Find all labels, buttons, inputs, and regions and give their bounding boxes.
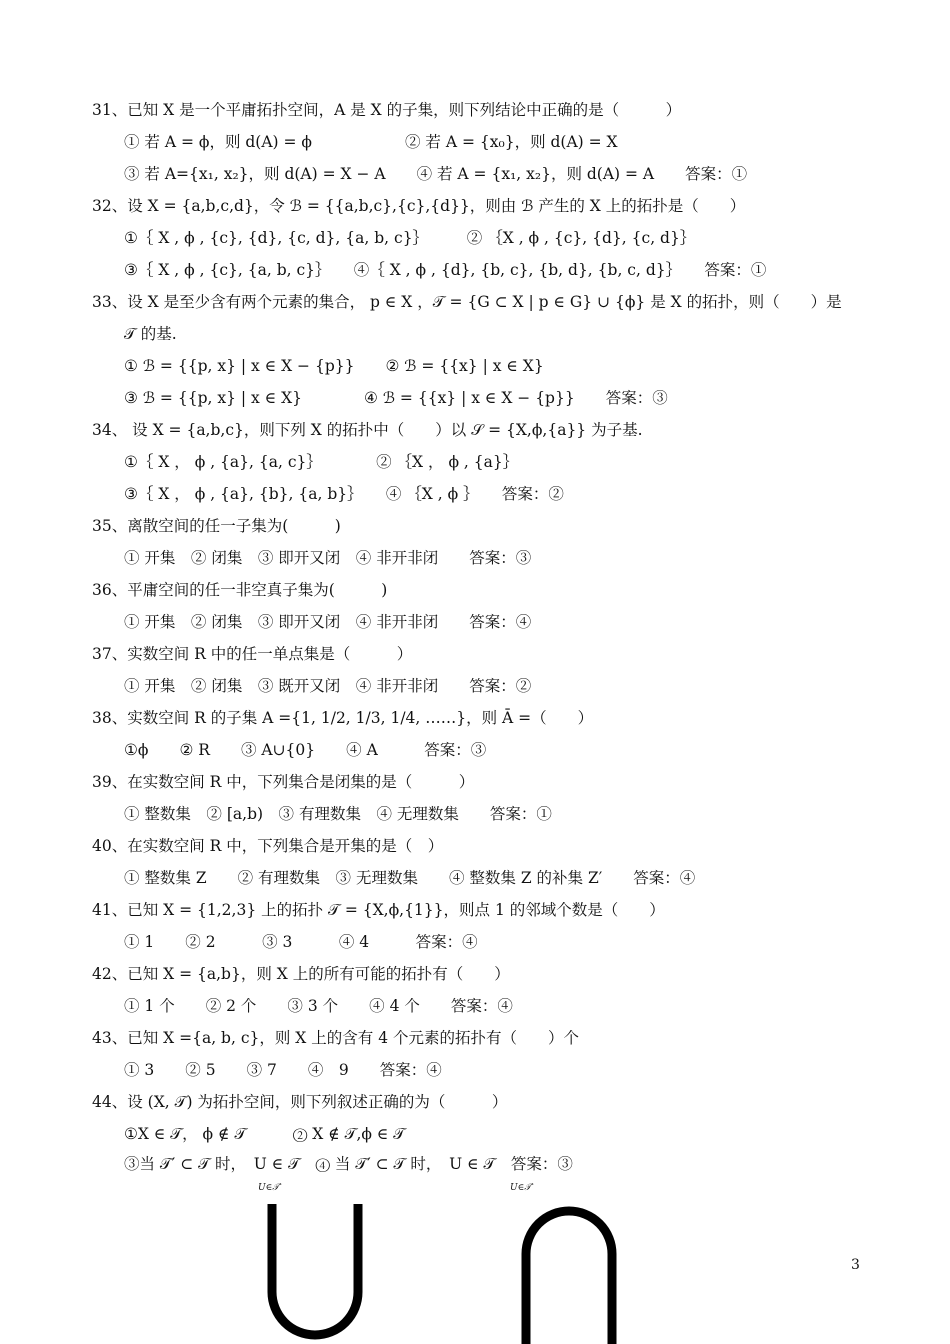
options-31-b: ③ 若 A={x₁, x₂}，则 d(A) = X − A ④ 若 A = {x₁, x₂}，则 d(A) = A 答案：① [124,165,748,183]
options-35: ① 开集 ② 闭集 ③ 即开又闭 ④ 非开非闭 答案：③ [124,549,532,567]
question-38: 38、实数空间 R 的子集 A ={1, 1/2, 1/3, 1/4, ……}，则 Ā =（ ） [92,709,594,727]
options-41: ① 1 ② 2 ③ 3 ④ 4 答案：④ [124,933,478,951]
options-32-a: ①｛ X , ϕ , {c}, {d}, {c, d}, {a, b, c}｝ ② ｛X , ϕ , {c}, {d}, {c, d}｝ [124,229,696,247]
question-40: 40、在实数空间 R 中，下列集合是开集的是（ ） [92,837,444,855]
options-36: ① 开集 ② 闭集 ③ 即开又闭 ④ 非开非闭 答案：④ [124,613,532,631]
question-42: 42、已知 X = {a,b}，则 X 上的所有可能的拓扑有（ ） [92,965,510,983]
big-intersection-icon [516,1196,622,1344]
options-43: ① 3 ② 5 ③ 7 ④ 9 答案：④ [124,1061,442,1079]
big-union-icon [262,1200,368,1344]
options-37: ① 开集 ② 闭集 ③ 既开又闭 ④ 非开非闭 答案：② [124,677,532,695]
intersection-subscript: U∈𝒯′ [510,1183,534,1193]
options-31-a: ① 若 A = ϕ，则 d(A) = ϕ ② 若 A = {x₀}，则 d(A) = X [124,133,618,151]
question-44: 44、设 (X, 𝒯) 为拓扑空间，则下列叙述正确的为（ ） [92,1093,508,1111]
question-32: 32、设 X = {a,b,c,d}，令 ℬ = {{a,b,c},{c},{d}}，则由 ℬ 产生的 X 上的拓扑是（ ） [92,197,746,215]
question-43: 43、已知 X ={a, b, c}，则 X 上的含有 4 个元素的拓扑有（ ）个 [92,1029,579,1047]
options-33-b: ③ ℬ = {{p, x} | x ∈ X} ④ ℬ = {{x} | x ∈ X − {p}} 答案：③ [124,389,668,407]
union-subscript: U∈𝒯′ [258,1183,282,1193]
options-42: ① 1 个 ② 2 个 ③ 3 个 ④ 4 个 答案：④ [124,997,513,1015]
options-44-a: ①X ∈ 𝒯， ϕ ∉ 𝒯 ② X ∉ 𝒯,ϕ ∈ 𝒯 [124,1125,406,1143]
options-44-b: ③当 𝒯′ ⊂ 𝒯 时， U ∈ 𝒯 ④ 当 𝒯′ ⊂ 𝒯 时， U ∈ 𝒯 答案：③ [124,1155,573,1173]
options-32-b: ③｛ X , ϕ , {c}, {a, b, c}｝ ④｛ X , ϕ , {d}, {b, c}, {b, d}, {b, c, d}｝ 答案：① [124,261,767,279]
options-38: ①ϕ ② R ③ A∪{0} ④ A 答案：③ [124,741,487,759]
question-35: 35、离散空间的任一子集为( ) [92,517,341,535]
question-39: 39、在实数空间 R 中，下列集合是闭集的是（ ） [92,773,475,791]
options-34-b: ③｛ X ， ϕ , {a}, {b}, {a, b}｝ ④ ｛X , ϕ ｝ 答案：② [124,485,564,503]
question-31: 31、已知 X 是一个平庸拓扑空间，A 是 X 的子集，则下列结论中正确的是（ ） [92,101,682,119]
options-39: ① 整数集 ② [a,b) ③ 有理数集 ④ 无理数集 答案：① [124,805,552,823]
options-34-a: ①｛ X ， ϕ , {a}, {a, c}｝ ② ｛X ， ϕ , {a}｝ [124,453,519,471]
options-40: ① 整数集 Z ② 有理数集 ③ 无理数集 ④ 整数集 Z 的补集 Z′ 答案：④ [124,869,696,887]
question-34: 34、 设 X = {a,b,c}，则下列 X 的拓扑中（ ）以 𝒮 = {X,ϕ,{a}} 为子基. [92,421,643,439]
options-33-a: ① ℬ = {{p, x} | x ∈ X − {p}} ② ℬ = {{x} | x ∈ X} [124,357,544,375]
question-41: 41、已知 X = {1,2,3} 上的拓扑 𝒯 = {X,ϕ,{1}}，则点 1 的邻域个数是（ ） [92,901,665,919]
page-number: 3 [851,1257,860,1273]
question-33: 33、设 X 是至少含有两个元素的集合， p ∈ X ，𝒯 = {G ⊂ X | p ∈ G} ∪ {ϕ} 是 X 的拓扑，则（ ）是 [92,293,842,311]
question-36: 36、平庸空间的任一非空真子集为( ) [92,581,388,599]
question-33-cont: 𝒯 的基. [124,325,177,343]
question-37: 37、实数空间 R 中的任一单点集是（ ） [92,645,413,663]
